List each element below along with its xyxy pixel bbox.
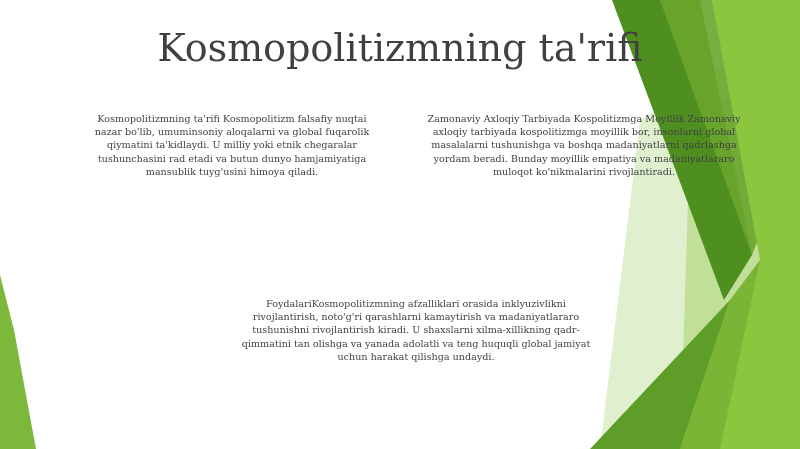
text-block-benefits: FoydalariKosmopolitizmning afzalliklari orasida inklyuzivlikni rivojlantirish, noto'g'ri qarashlarni kamaytirish va madaniyatlararo tushunishni rivojlantirish kiradi. U shaxslarni xilma-xillikning qadr-qimmatini tan olishga va yanada adolatli va teng huquqli global jamiyat uchun harakat qilishga undaydi. xyxy=(241,299,591,363)
text-block-definition: Kosmopolitizmning ta'rifi Kosmopolitizm falsafiy nuqtai nazar bo'lib, umuminsoniy aloqalarni va global fuqarolik qiymatini ta'kidlaydi. U milliy yoki etnik chegaralar tushunchasini rad etadi va butun dunyo hamjamiyatiga mansublik tuyg'usini himoya qiladi. xyxy=(94,114,370,178)
text-block-modern-ethics: Zamonaviy Axloqiy Tarbiyada Kospolitizmga Moyillik Zamonaviy axloqiy tarbiyada kospolitizmga moyillik bor, insonlarni global masalalarni tushunishga va boshqa madaniyatlarni qadrlashga yordam beradi. Bunday moyillik empatiya va madaniyatlararo muloqot ko'nikmalarini rivojlantiradi. xyxy=(427,114,741,178)
left-green-sliver xyxy=(0,275,36,449)
slide-title: Kosmopolitizmning ta'rifi xyxy=(157,26,643,70)
